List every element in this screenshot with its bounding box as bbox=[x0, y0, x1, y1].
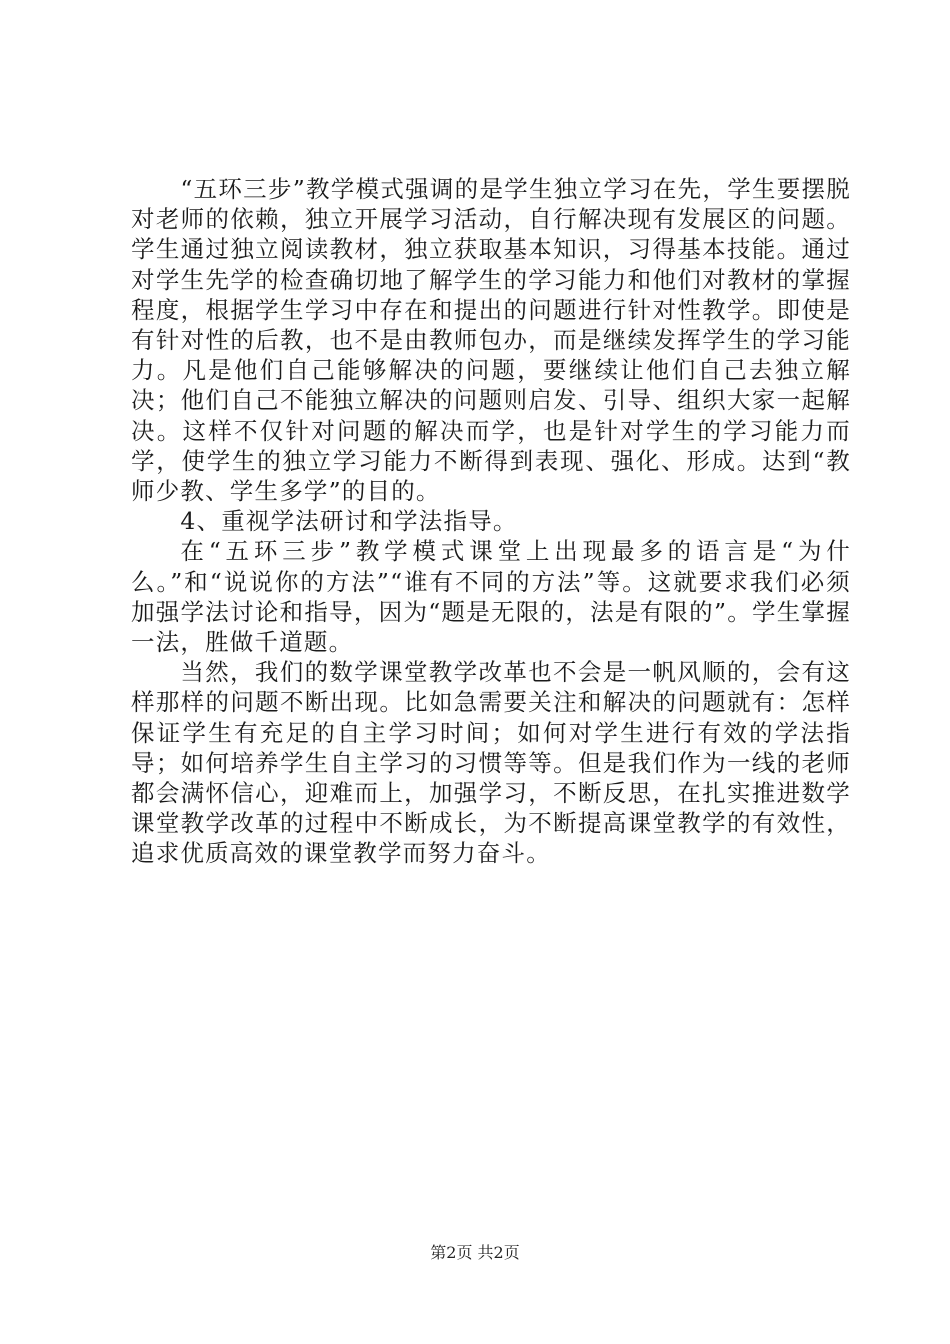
paragraph-conclusion: 当然，我们的数学课堂教学改革也不会是一帆风顺的，会有这样那样的问题不断出现。比如急需要关注和解决的问题就有：怎样保证学生有充足的自主学习时间；如何对学生进行有效的学法指导；如何培养学生自主学习的习惯等等。但是我们作为一线的老师都会满怀信心，迎难而上，加强学习，不断反思，在扎实推进数学课堂教学改革的过程中不断成长，为不断提高课堂教学的有效性，追求优质高效的课堂教学而努力奋斗。 bbox=[131, 658, 851, 868]
page-number-footer: 第2页 共2页 bbox=[430, 1243, 520, 1262]
section-heading-study-methods: 4、重视学法研讨和学法指导。 bbox=[180, 507, 518, 536]
paragraph-study-method-guidance: 在“五环三步”教学模式课堂上出现最多的语言是“为什么。”和“说说你的方法”“谁有不同的方法”等。这就要求我们必须加强学法讨论和指导，因为“题是无限的，法是有限的”。学生掌握一法，胜做千道题。 bbox=[131, 537, 851, 657]
paragraph-five-rings-three-steps: “五环三步”教学模式强调的是学生独立学习在先，学生要摆脱对老师的依赖，独立开展学习活动，自行解决现有发展区的问题。学生通过独立阅读教材，独立获取基本知识，习得基本技能。通过对学生先学的检查确切地了解学生的学习能力和他们对教材的掌握程度，根据学生学习中存在和提出的问题进行针对性教学。即使是有针对性的后教，也不是由教师包办，而是继续发挥学生的学习能力。凡是他们自己能够解决的问题，要继续让他们自己去独立解决；他们自己不能独立解决的问题则启发、引导、组织大家一起解决。这样不仅针对问题的解决而学，也是针对学生的学习能力而学，使学生的独立学习能力不断得到表现、强化、形成。达到“教师少教、学生多学”的目的。 bbox=[131, 175, 851, 506]
document-body bbox=[131, 174, 851, 869]
